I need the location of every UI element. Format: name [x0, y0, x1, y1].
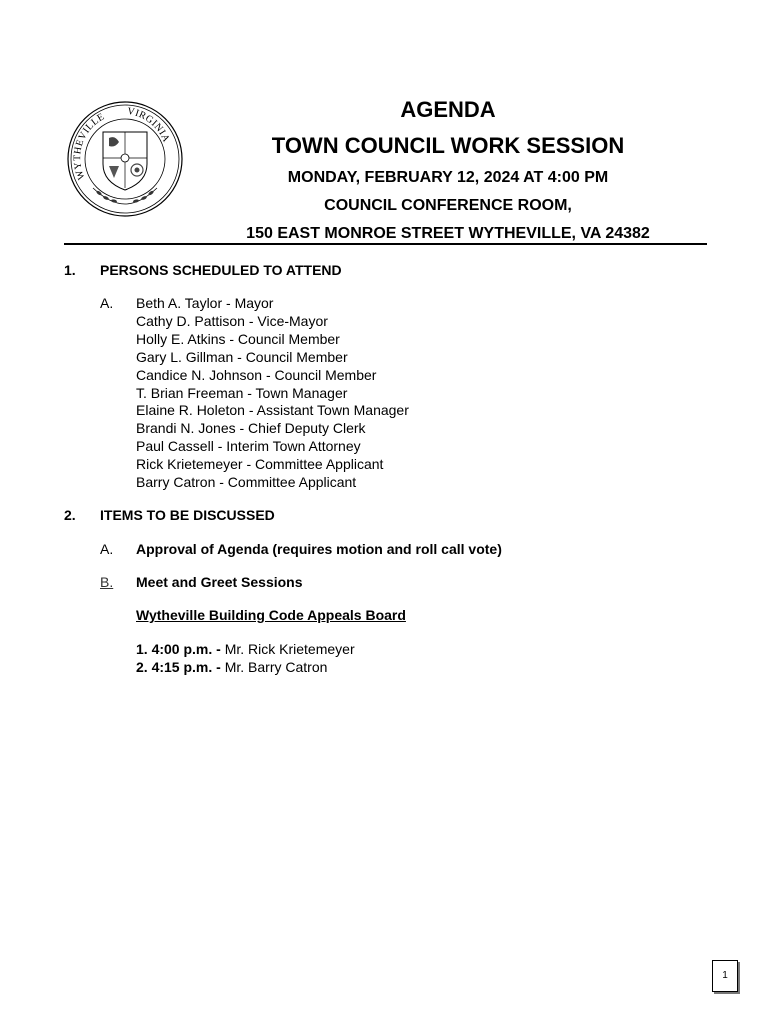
attendee-item: Barry Catron - Committee Applicant — [136, 474, 357, 491]
item-a-text: Approval of Agenda (requires motion and roll call vote) — [136, 541, 502, 557]
attendee-item: Paul Cassell - Interim Town Attorney — [136, 438, 361, 455]
page-number: 1 — [712, 960, 738, 992]
item-a-letter: A. — [100, 541, 114, 557]
meeting-address: 150 EAST MONROE STREET WYTHEVILLE, VA 24382 — [246, 225, 650, 242]
schedule-entry — [136, 640, 355, 658]
section-1-letter-a: A. — [100, 295, 114, 311]
schedule-entry — [136, 658, 327, 676]
attendee-item: T. Brian Freeman - Town Manager — [136, 384, 348, 401]
attendee-item: Beth A. Taylor - Mayor — [136, 295, 274, 311]
attendee-item: Gary L. Gillman - Council Member — [136, 348, 348, 365]
seal-text-left: WYTHEVILLE — [72, 111, 107, 182]
section-1-heading: PERSONS SCHEDULED TO ATTEND — [100, 262, 342, 278]
board-name: Wytheville Building Code Appeals Board — [136, 607, 406, 623]
seal-text-right: VIRGINIA — [126, 105, 172, 145]
section-1-number: 1. — [64, 262, 76, 278]
attendee-item: Candice N. Johnson - Council Member — [136, 366, 377, 383]
schedule-name: Mr. Barry Catron — [220, 659, 328, 675]
section-2-heading: ITEMS TO BE DISCUSSED — [100, 507, 275, 523]
attendee-item: Brandi N. Jones - Chief Deputy Clerk — [136, 420, 366, 437]
item-b-text: Meet and Greet Sessions — [136, 574, 303, 590]
attendee-item: Elaine R. Holeton - Assistant Town Manager — [136, 402, 409, 419]
attendee-item: Rick Krietemeyer - Committee Applicant — [136, 456, 384, 473]
section-2-number: 2. — [64, 507, 76, 523]
meeting-date: MONDAY, FEBRUARY 12, 2024 AT 4:00 PM — [287, 169, 609, 186]
attendee-item: Holly E. Atkins - Council Member — [136, 330, 340, 347]
attendee-list — [136, 295, 409, 492]
item-b-letter: B. — [100, 574, 114, 590]
schedule-name: Mr. Rick Krietemeyer — [220, 641, 355, 657]
agenda-title: AGENDA — [400, 97, 496, 122]
meeting-location: COUNCIL CONFERENCE ROOM, — [324, 197, 572, 214]
header-divider — [64, 243, 707, 245]
schedule-time: 1. 4:00 p.m. - — [136, 641, 221, 657]
schedule-time: 2. 4:15 p.m. - — [136, 659, 221, 675]
attendee-item: Cathy D. Pattison - Vice-Mayor — [136, 312, 328, 329]
meeting-name: TOWN COUNCIL WORK SESSION — [271, 133, 625, 158]
